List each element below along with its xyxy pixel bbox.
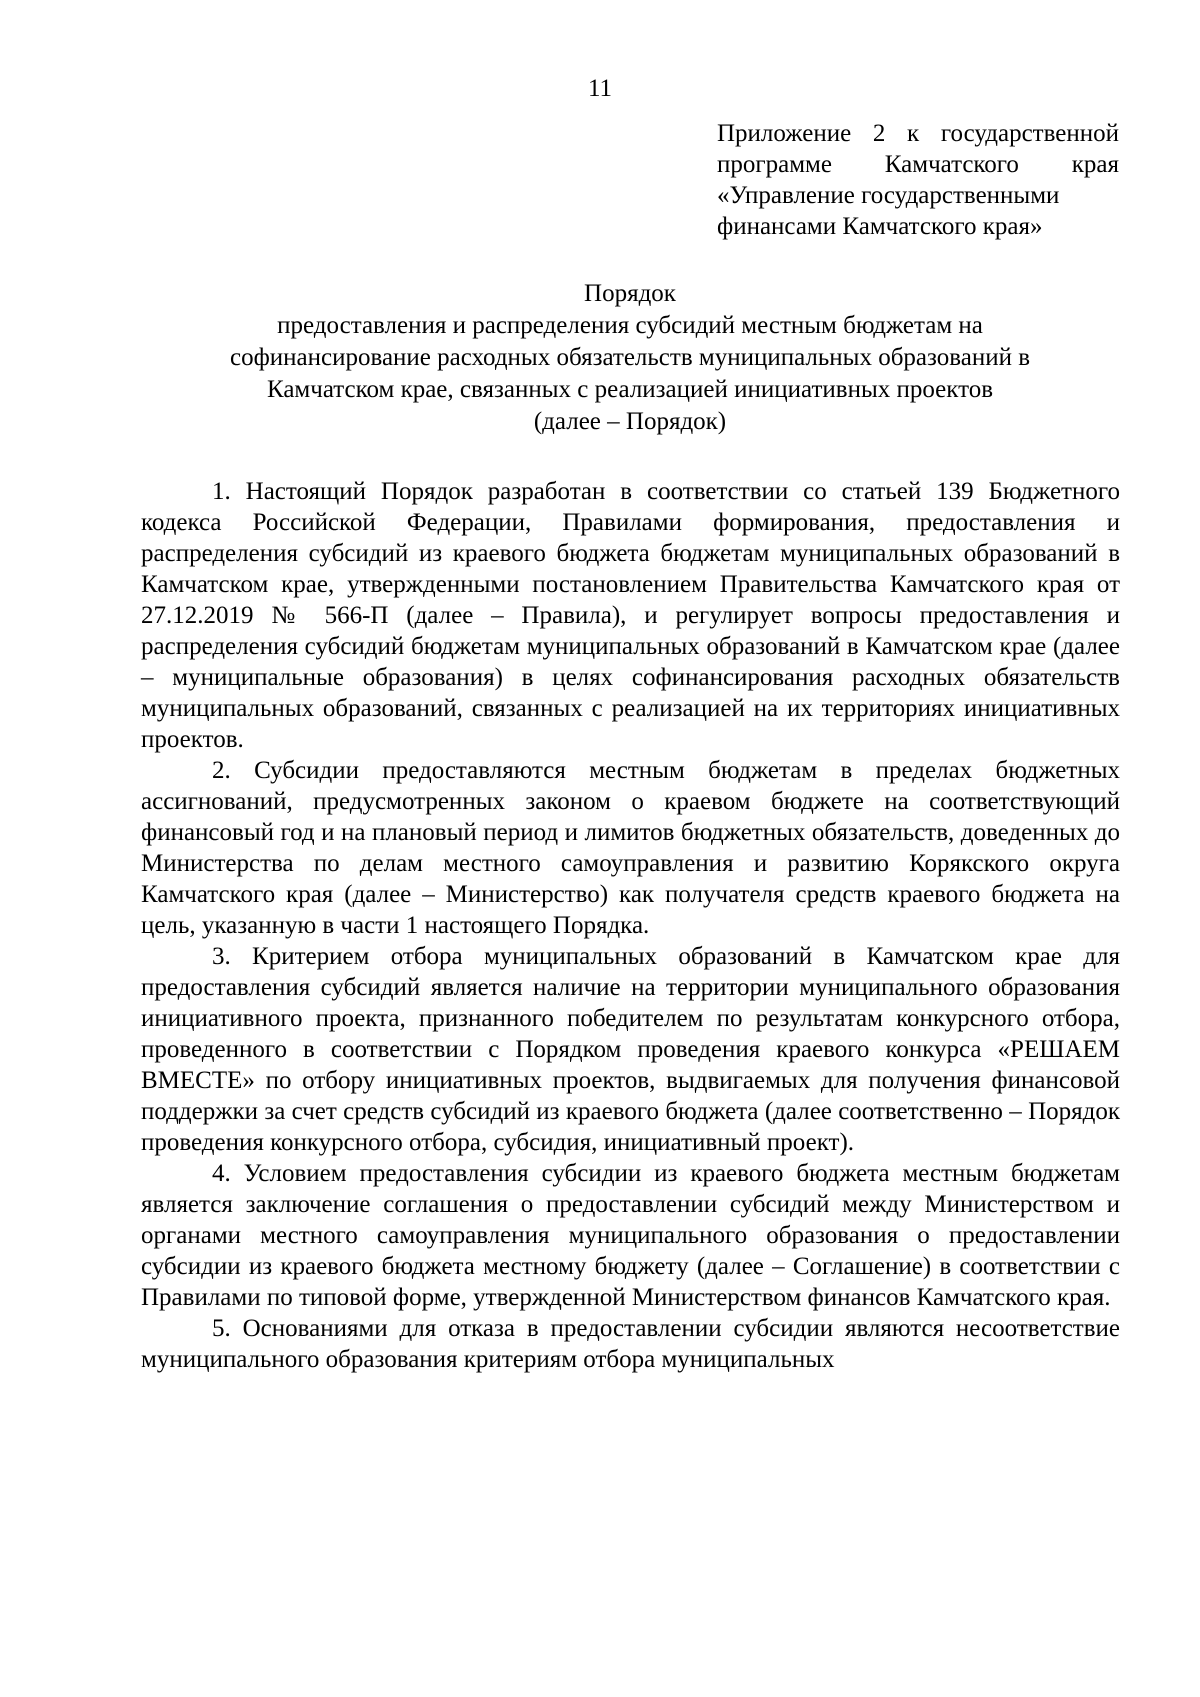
- appendix-line: Приложение 2 к государственной: [717, 120, 1119, 147]
- paragraph-4: 4. Условием предоставления субсидии из краевого бюджета местным бюджетам является заключение соглашения о предоставлении субсидий между Министерством и органами местного самоуправления муниципального образования о предоставлении субсидии из краевого бюджета местному бюджету (далее – Соглашение) в соответствии с Правилами по типовой форме, утвержденной Министерством финансов Камчатского края.: [141, 1160, 1120, 1311]
- document-title: [140, 278, 1120, 438]
- appendix-line: программе Камчатского края: [717, 151, 1119, 178]
- paragraph-3: 3. Критерием отбора муниципальных образований в Камчатском крае для предоставления субсидий является наличие на территории муниципального образования инициативного проекта, признанного победителем по результатам конкурсного отбора, проведенного в соответствии с Порядком проведения краевого конкурса «РЕШАЕМ ВМЕСТЕ» по отбору инициативных проектов, выдвигаемых для получения финансовой поддержки за счет средств субсидий из краевого бюджета (далее соответственно – Порядок проведения конкурсного отбора, субсидия, инициативный проект).: [141, 943, 1120, 1156]
- title-heading: Порядок: [584, 280, 676, 307]
- page-number: 11: [587, 75, 613, 102]
- appendix-line: «Управление государственными: [717, 182, 1060, 209]
- title-line: Камчатском крае, связанных с реализацией инициативных проектов: [266, 376, 993, 403]
- title-line: софинансирование расходных обязательств муниципальных образований в: [229, 344, 1031, 371]
- title-line: (далее – Порядок): [533, 408, 727, 435]
- paragraph-5: 5. Основаниями для отказа в предоставлении субсидии являются несоответствие муниципального образования критериям отбора муниципальных: [141, 1315, 1120, 1373]
- title-line: предоставления и распределения субсидий местным бюджетам на: [277, 312, 983, 339]
- appendix-line: финансами Камчатского края»: [717, 213, 1043, 240]
- paragraph-1: 1. Настоящий Порядок разработан в соответствии со статьей 139 Бюджетного кодекса Российской Федерации, Правилами формирования, предоставления и распределения субсидий из краевого бюджета бюджетам муниципальных образований в Камчатском крае, утвержденными постановлением Правительства Камчатского края от 27.12.2019 № 566-П (далее – Правила), и регулирует вопросы предоставления и распределения субсидий бюджетам муниципальных образований в Камчатском крае (далее – муниципальные образования) в целях софинансирования расходных обязательств муниципальных образований, связанных с реализацией на их территориях инициативных проектов.: [141, 478, 1120, 753]
- document-body: [141, 476, 1120, 1375]
- appendix-reference: [717, 118, 1119, 242]
- paragraph-2: 2. Субсидии предоставляются местным бюджетам в пределах бюджетных ассигнований, предусмотренных законом о краевом бюджете на соответствующий финансовый год и на плановый период и лимитов бюджетных обязательств, доведенных до Министерства по делам местного самоуправления и развитию Корякского округа Камчатского края (далее – Министерство) как получателя средств краевого бюджета на цель, указанную в части 1 настоящего Порядка.: [141, 757, 1120, 939]
